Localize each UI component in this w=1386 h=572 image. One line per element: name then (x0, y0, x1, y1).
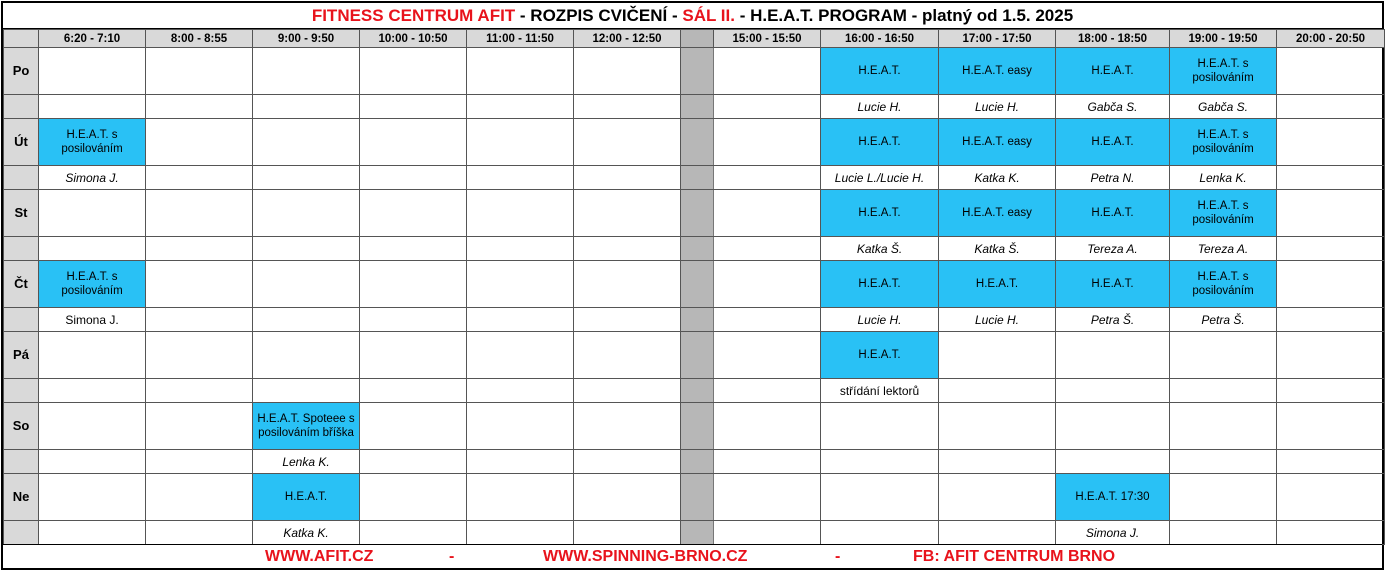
empty-cell (939, 379, 1056, 403)
class-cell[interactable]: H.E.A.T. s posilováním (1170, 48, 1277, 95)
empty-cell (1277, 450, 1385, 474)
empty-cell (574, 403, 681, 450)
empty-cell (714, 261, 821, 308)
footer-website-spinning[interactable]: WWW.SPINNING-BRNO.CZ (543, 548, 748, 565)
time-slot-header: 10:00 - 10:50 (360, 30, 467, 48)
gap-cell (681, 95, 714, 119)
gap-cell (681, 521, 714, 545)
empty-cell (467, 95, 574, 119)
class-cell[interactable]: H.E.A.T. s posilováním (39, 119, 146, 166)
empty-cell (146, 48, 253, 95)
empty-cell (146, 403, 253, 450)
class-cell[interactable]: H.E.A.T. (939, 261, 1056, 308)
empty-cell (1277, 379, 1385, 403)
title-schedule: - ROZPIS CVIČENÍ - (515, 6, 683, 25)
time-slot-header: 8:00 - 8:55 (146, 30, 253, 48)
class-cell[interactable]: H.E.A.T. s posilováním (1170, 190, 1277, 237)
header-corner (4, 30, 39, 48)
empty-cell (360, 261, 467, 308)
empty-cell (146, 166, 253, 190)
empty-cell (574, 95, 681, 119)
empty-cell (253, 332, 360, 379)
empty-cell (253, 119, 360, 166)
empty-cell (939, 403, 1056, 450)
instructor-cell: Lucie H. (821, 308, 939, 332)
instructor-cell: Simona J. (1056, 521, 1170, 545)
time-slot-header: 19:00 - 19:50 (1170, 30, 1277, 48)
empty-cell (467, 261, 574, 308)
class-cell[interactable]: H.E.A.T. (821, 190, 939, 237)
instructor-cell: Lucie L./Lucie H. (821, 166, 939, 190)
empty-cell (714, 521, 821, 545)
empty-cell (253, 166, 360, 190)
gap-cell (681, 308, 714, 332)
empty-cell (39, 474, 146, 521)
day-class-row (4, 403, 1385, 450)
empty-cell (146, 190, 253, 237)
class-cell[interactable]: H.E.A.T. (1056, 119, 1170, 166)
empty-cell (39, 95, 146, 119)
day-label-spacer (4, 379, 39, 403)
empty-cell (714, 119, 821, 166)
empty-cell (467, 237, 574, 261)
title-hall: SÁL II. (682, 6, 735, 25)
empty-cell (1277, 261, 1385, 308)
empty-cell (714, 379, 821, 403)
empty-cell (1277, 332, 1385, 379)
empty-cell (714, 95, 821, 119)
empty-cell (146, 308, 253, 332)
empty-cell (360, 474, 467, 521)
empty-cell (939, 332, 1056, 379)
instructor-cell: Petra Š. (1056, 308, 1170, 332)
empty-cell (574, 332, 681, 379)
empty-cell (253, 379, 360, 403)
class-cell[interactable]: H.E.A.T. (253, 474, 360, 521)
gap-cell (681, 190, 714, 237)
gap-cell (681, 261, 714, 308)
empty-cell (467, 166, 574, 190)
empty-cell (1056, 332, 1170, 379)
time-slot-header: 12:00 - 12:50 (574, 30, 681, 48)
empty-cell (360, 48, 467, 95)
empty-cell (1277, 403, 1385, 450)
empty-cell (574, 190, 681, 237)
empty-cell (1277, 95, 1385, 119)
empty-cell (467, 450, 574, 474)
empty-cell (253, 237, 360, 261)
day-label: So (4, 403, 39, 450)
instructor-cell: Tereza A. (1056, 237, 1170, 261)
instructor-cell: Gabča S. (1056, 95, 1170, 119)
empty-cell (714, 166, 821, 190)
page-title (3, 3, 1382, 29)
day-label: Út (4, 119, 39, 166)
empty-cell (360, 119, 467, 166)
day-label: Po (4, 48, 39, 95)
class-cell[interactable]: H.E.A.T. Spoteee s posilováním bříška (253, 403, 360, 450)
day-instructor-row (4, 379, 1385, 403)
day-label-spacer (4, 308, 39, 332)
time-slot-header: 17:00 - 17:50 (939, 30, 1056, 48)
instructor-cell: Tereza A. (1170, 237, 1277, 261)
gap-cell (681, 166, 714, 190)
gap-cell (681, 403, 714, 450)
empty-cell (1056, 450, 1170, 474)
empty-cell (714, 48, 821, 95)
empty-cell (360, 95, 467, 119)
empty-cell (574, 119, 681, 166)
instructor-cell: Lenka K. (253, 450, 360, 474)
empty-cell (714, 403, 821, 450)
empty-cell (253, 261, 360, 308)
empty-cell (39, 190, 146, 237)
class-cell[interactable]: H.E.A.T. s posilováním (39, 261, 146, 308)
empty-cell (146, 450, 253, 474)
empty-cell (146, 119, 253, 166)
empty-cell (146, 521, 253, 545)
empty-cell (253, 190, 360, 237)
class-cell[interactable]: H.E.A.T. easy (939, 48, 1056, 95)
empty-cell (1056, 379, 1170, 403)
title-gym-name: FITNESS CENTRUM AFIT (311, 6, 516, 25)
empty-cell (39, 403, 146, 450)
empty-cell (1170, 332, 1277, 379)
empty-cell (714, 474, 821, 521)
footer-links (3, 544, 1382, 568)
schedule-table (3, 29, 1385, 545)
empty-cell (1277, 48, 1385, 95)
time-slot-header: 15:00 - 15:50 (714, 30, 821, 48)
class-cell[interactable]: H.E.A.T. (821, 261, 939, 308)
empty-cell (39, 450, 146, 474)
empty-cell (574, 48, 681, 95)
empty-cell (360, 450, 467, 474)
gap-cell (681, 48, 714, 95)
instructor-cell: Simona J. (39, 308, 146, 332)
empty-cell (1277, 119, 1385, 166)
instructor-cell: Katka K. (253, 521, 360, 545)
day-instructor-row (4, 95, 1385, 119)
empty-cell (821, 450, 939, 474)
class-cell[interactable]: H.E.A.T. (1056, 261, 1170, 308)
footer-separator: - (449, 548, 455, 565)
class-cell[interactable]: H.E.A.T. (1056, 48, 1170, 95)
instructor-cell: Petra N. (1056, 166, 1170, 190)
empty-cell (253, 48, 360, 95)
day-label: Pá (4, 332, 39, 379)
instructor-cell: Lucie H. (821, 95, 939, 119)
empty-cell (939, 474, 1056, 521)
empty-cell (574, 308, 681, 332)
day-label: Ne (4, 474, 39, 521)
empty-cell (1277, 166, 1385, 190)
day-label-spacer (4, 95, 39, 119)
instructor-cell: Katka Š. (821, 237, 939, 261)
empty-cell (39, 332, 146, 379)
gap-cell (681, 332, 714, 379)
schedule-sheet (1, 1, 1384, 570)
day-label-spacer (4, 521, 39, 545)
empty-cell (360, 166, 467, 190)
empty-cell (1277, 190, 1385, 237)
empty-cell (714, 308, 821, 332)
day-label-spacer (4, 450, 39, 474)
time-slot-header: 11:00 - 11:50 (467, 30, 574, 48)
gap-cell (681, 237, 714, 261)
time-slot-header: 16:00 - 16:50 (821, 30, 939, 48)
empty-cell (360, 237, 467, 261)
empty-cell (253, 308, 360, 332)
empty-cell (39, 379, 146, 403)
empty-cell (1056, 403, 1170, 450)
footer-separator: - (835, 548, 841, 565)
empty-cell (146, 261, 253, 308)
footer-facebook[interactable]: FB: AFIT CENTRUM BRNO (913, 548, 1116, 565)
time-slot-header: 20:00 - 20:50 (1277, 30, 1385, 48)
empty-cell (467, 308, 574, 332)
instructor-cell: Gabča S. (1170, 95, 1277, 119)
day-class-row (4, 332, 1385, 379)
class-cell[interactable]: H.E.A.T. easy (939, 190, 1056, 237)
empty-cell (1277, 308, 1385, 332)
day-class-row (4, 474, 1385, 521)
day-instructor-row (4, 166, 1385, 190)
empty-cell (574, 379, 681, 403)
class-cell[interactable]: H.E.A.T. s posilováním (1170, 119, 1277, 166)
empty-cell (360, 403, 467, 450)
title-program: - H.E.A.T. PROGRAM - platný od 1.5. 2025 (734, 6, 1074, 25)
empty-cell (821, 474, 939, 521)
empty-cell (714, 190, 821, 237)
day-class-row (4, 48, 1385, 95)
empty-cell (939, 450, 1056, 474)
day-instructor-row (4, 308, 1385, 332)
class-cell[interactable]: H.E.A.T. (821, 48, 939, 95)
empty-cell (1277, 474, 1385, 521)
empty-cell (821, 521, 939, 545)
empty-cell (574, 237, 681, 261)
empty-cell (360, 190, 467, 237)
gap-cell (681, 379, 714, 403)
day-label-spacer (4, 166, 39, 190)
empty-cell (467, 332, 574, 379)
class-cell[interactable]: H.E.A.T. s posilováním (1170, 261, 1277, 308)
class-cell[interactable]: H.E.A.T. (1056, 190, 1170, 237)
instructor-cell: Simona J. (39, 166, 146, 190)
instructor-cell: Lucie H. (939, 308, 1056, 332)
instructor-cell: Katka K. (939, 166, 1056, 190)
empty-cell (714, 450, 821, 474)
empty-cell (574, 521, 681, 545)
day-instructor-row (4, 521, 1385, 545)
class-cell[interactable]: H.E.A.T. (821, 332, 939, 379)
empty-cell (574, 474, 681, 521)
time-slot-header: 6:20 - 7:10 (39, 30, 146, 48)
empty-cell (467, 190, 574, 237)
empty-cell (467, 119, 574, 166)
instructor-cell: Lenka K. (1170, 166, 1277, 190)
day-class-row (4, 261, 1385, 308)
day-class-row (4, 190, 1385, 237)
day-instructor-row (4, 450, 1385, 474)
empty-cell (146, 332, 253, 379)
gap-cell (681, 119, 714, 166)
empty-cell (574, 166, 681, 190)
empty-cell (146, 474, 253, 521)
empty-cell (253, 95, 360, 119)
day-instructor-row (4, 237, 1385, 261)
empty-cell (1170, 450, 1277, 474)
empty-cell (39, 48, 146, 95)
day-label-spacer (4, 237, 39, 261)
empty-cell (39, 237, 146, 261)
class-cell[interactable]: H.E.A.T. 17:30 (1056, 474, 1170, 521)
empty-cell (146, 95, 253, 119)
empty-cell (360, 308, 467, 332)
time-slot-header: 18:00 - 18:50 (1056, 30, 1170, 48)
header-row (4, 30, 1385, 48)
empty-cell (1170, 379, 1277, 403)
empty-cell (360, 379, 467, 403)
empty-cell (1170, 403, 1277, 450)
gap-cell (681, 450, 714, 474)
footer-website-afit[interactable]: WWW.AFIT.CZ (265, 548, 374, 565)
empty-cell (574, 450, 681, 474)
empty-cell (939, 521, 1056, 545)
instructor-cell: Katka Š. (939, 237, 1056, 261)
empty-cell (467, 48, 574, 95)
empty-cell (146, 237, 253, 261)
empty-cell (714, 237, 821, 261)
empty-cell (39, 521, 146, 545)
instructor-cell: Lucie H. (939, 95, 1056, 119)
empty-cell (1277, 521, 1385, 545)
empty-cell (146, 379, 253, 403)
empty-cell (821, 403, 939, 450)
empty-cell (1277, 237, 1385, 261)
empty-cell (714, 332, 821, 379)
time-slot-header: 9:00 - 9:50 (253, 30, 360, 48)
header-gap (681, 30, 714, 48)
empty-cell (574, 261, 681, 308)
empty-cell (1170, 474, 1277, 521)
gap-cell (681, 474, 714, 521)
empty-cell (1170, 521, 1277, 545)
day-label: St (4, 190, 39, 237)
instructor-cell: Petra Š. (1170, 308, 1277, 332)
day-class-row (4, 119, 1385, 166)
empty-cell (360, 332, 467, 379)
empty-cell (360, 521, 467, 545)
empty-cell (467, 379, 574, 403)
instructor-cell: střídání lektorů (821, 379, 939, 403)
class-cell[interactable]: H.E.A.T. (821, 119, 939, 166)
empty-cell (467, 403, 574, 450)
class-cell[interactable]: H.E.A.T. easy (939, 119, 1056, 166)
empty-cell (467, 521, 574, 545)
day-label: Čt (4, 261, 39, 308)
empty-cell (467, 474, 574, 521)
